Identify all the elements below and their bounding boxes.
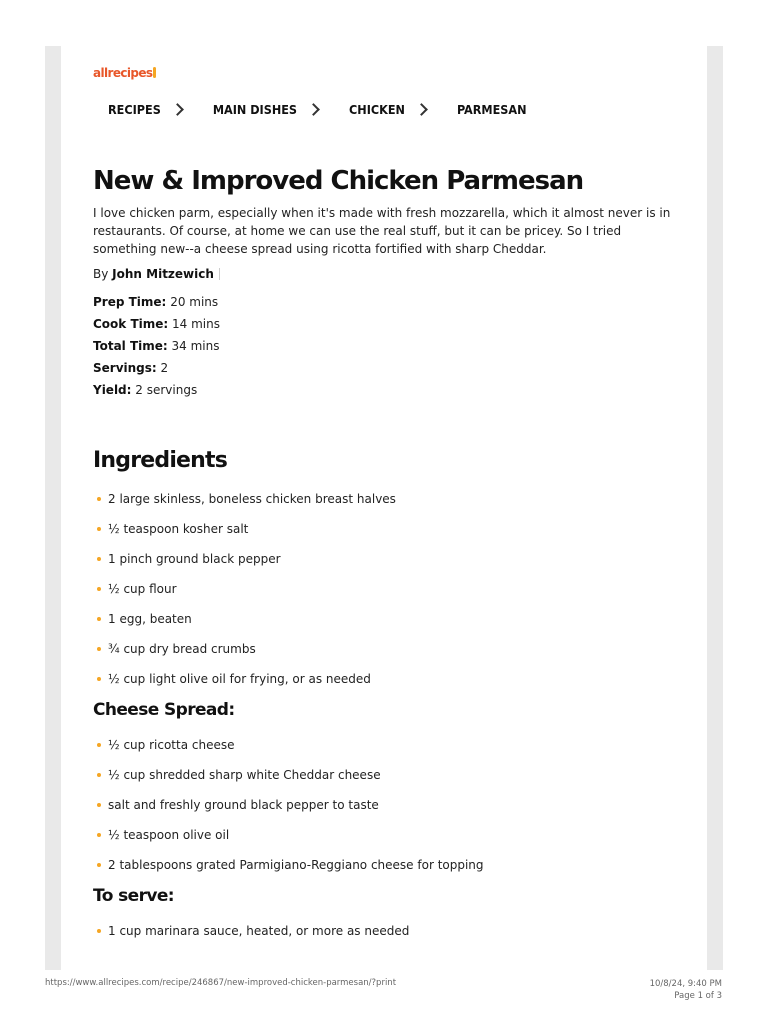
right-gutter [707,46,723,970]
detail-value: 2 [160,361,169,375]
detail-label: Total Time: [93,339,168,353]
ingredient-item: ½ cup light olive oil for frying, or as needed [93,671,396,701]
detail-label: Yield: [93,383,132,397]
left-gutter [45,46,61,970]
cheese-spread-heading: Cheese Spread: [93,700,235,720]
detail-value: 2 servings [135,383,198,397]
ingredient-item: ½ cup ricotta cheese [93,737,484,767]
ingredient-item: 1 egg, beaten [93,611,396,641]
ingredient-item: 2 large skinless, boneless chicken breast halves [93,491,396,521]
print-url: https://www.allrecipes.com/recipe/246867/new-improved-chicken-parmesan/?print [45,978,397,988]
detail-value: 34 mins [171,339,220,353]
byline [93,267,220,281]
ingredient-item: ¾ cup dry bread crumbs [93,641,396,671]
breadcrumb-recipes[interactable]: RECIPES [108,102,161,117]
breadcrumb [108,102,527,117]
recipe-title: New & Improved Chicken Parmesan [93,166,584,196]
detail-value: 20 mins [170,295,219,309]
detail-label: Cook Time: [93,317,169,331]
breadcrumb-parmesan[interactable]: PARMESAN [456,102,527,117]
to-serve-heading: To serve: [93,886,174,906]
yield-row [93,381,220,403]
ingredient-item: 1 cup marinara sauce, heated, or more as needed [93,923,409,953]
main-ingredients-list [93,491,396,701]
ingredient-item: ½ cup flour [93,581,396,611]
ingredient-item: ½ teaspoon kosher salt [93,521,396,551]
to-serve-list [93,923,409,953]
ingredient-item: ½ cup shredded sharp white Cheddar cheese [93,767,484,797]
by-label: By [93,267,109,281]
breadcrumb-main-dishes[interactable]: MAIN DISHES [212,102,298,117]
logo-text: allrecipes [93,66,153,80]
cheese-spread-list [93,737,484,887]
chevron-right-icon [171,103,184,116]
chevron-right-icon [307,103,320,116]
ingredient-item: 1 pinch ground black pepper [93,551,396,581]
byline-divider [219,268,220,280]
allrecipes-logo[interactable] [93,66,156,80]
detail-label: Servings: [93,361,157,375]
ingredient-item: salt and freshly ground black pepper to taste [93,797,484,827]
ingredient-item: ½ teaspoon olive oil [93,827,484,857]
chevron-right-icon [415,103,428,116]
prep-time-row [93,293,220,315]
recipe-page [61,46,707,970]
print-datetime: 10/8/24, 9:40 PM [649,979,722,989]
breadcrumb-chicken[interactable]: CHICKEN [349,102,405,117]
total-time-row [93,337,220,359]
cook-time-row [93,315,220,337]
spoon-icon [153,67,156,78]
author-name[interactable]: John Mitzewich [112,267,214,281]
detail-value: 14 mins [172,317,220,331]
servings-row [93,359,220,381]
print-footer-info [650,978,722,1002]
recipe-details [93,293,220,403]
ingredients-heading: Ingredients [93,448,228,473]
recipe-description: I love chicken parm, especially when it's made with fresh mozzarella, which it almost never is in restaurants. Of course, at home we can use the real stuff, but it can be pricey. So I tried something new--a cheese spread using ricotta fortified with sharp Cheddar. [93,206,671,256]
page-number: Page 1 of 3 [674,991,722,1001]
ingredient-item: 2 tablespoons grated Parmigiano-Reggiano cheese for topping [93,857,484,887]
detail-label: Prep Time: [93,295,167,309]
